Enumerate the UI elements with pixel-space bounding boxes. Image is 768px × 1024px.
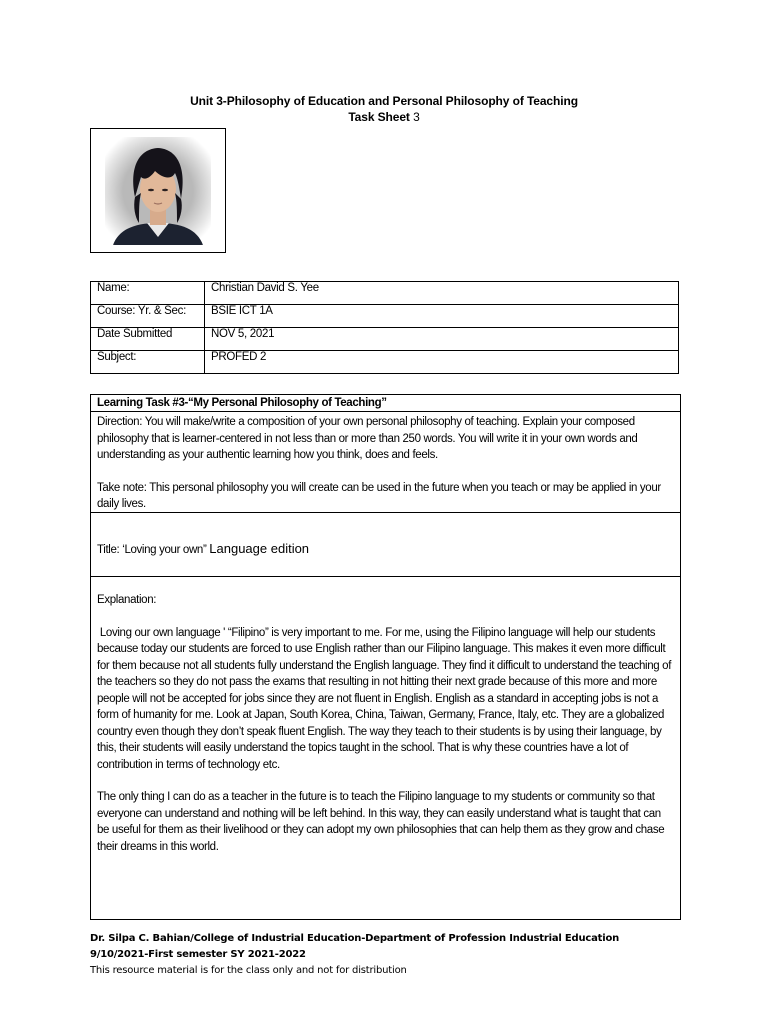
footer-semester: 9/10/2021-First semester SY 2021-2022 — [90, 949, 306, 960]
learning-task-box — [90, 394, 681, 920]
student-info-table — [90, 281, 679, 374]
composition-title: Title: ‘Loving your own” — [97, 544, 207, 556]
direction-text: Direction: You will make/write a composition of your own personal philosophy of teaching. Explain your composed philosophy that is learner-centered in not less than or more than 250 words. You will write it in your own words and understanding as your authentic learning how you think, does and feels. — [97, 416, 638, 461]
direction-section — [91, 412, 680, 513]
explanation-section — [91, 577, 680, 855]
composition-title-section — [91, 513, 680, 577]
explanation-label: Explanation: — [97, 594, 157, 606]
course-value: BSIE ICT 1A — [205, 305, 679, 328]
course-label: Course: Yr. & Sec: — [91, 305, 205, 328]
table-row — [91, 328, 679, 351]
student-photo — [105, 137, 211, 245]
explanation-paragraph-2: The only thing I can do as a teacher in the future is to teach the Filipino language to my students or community so that everyone can understand and nothing will be left behind. In this way, they can easily understand what is taught that can be useful for them as their livelihood or they can adopt my own philosophies that can help them as they grow and chase their dreams in this world. — [97, 791, 665, 853]
task-sheet-number: 3 — [413, 110, 420, 124]
student-photo-frame — [90, 128, 226, 253]
task-sheet-prefix: Task Sheet — [348, 110, 410, 124]
task-sheet-label — [0, 110, 768, 124]
name-value: Christian David S. Yee — [205, 282, 679, 305]
learning-task-heading: Learning Task #3-“My Personal Philosophy of Teaching” — [91, 395, 680, 412]
subject-label: Subject: — [91, 351, 205, 374]
footer-author: Dr. Silpa C. Bahian/College of Industrial Education-Department of Profession Industrial Education — [90, 933, 620, 944]
table-row — [91, 282, 679, 305]
take-note-text: Take note: This personal philosophy you will create can be used in the future when you teach or may be applied in your daily lives. — [97, 481, 661, 510]
table-row — [91, 305, 679, 328]
date-submitted-label: Date Submitted — [91, 328, 205, 351]
name-label: Name: — [91, 282, 205, 305]
date-submitted-value: NOV 5, 2021 — [205, 328, 679, 351]
document-footer — [90, 931, 730, 979]
footer-notice: This resource material is for the class only and not for distribution — [90, 965, 407, 976]
student-portrait-image — [105, 137, 211, 245]
composition-title-edition: Language edition — [209, 541, 310, 556]
document-title: Unit 3-Philosophy of Education and Personal Philosophy of Teaching — [190, 94, 578, 108]
table-row — [91, 351, 679, 374]
subject-value: PROFED 2 — [205, 351, 679, 374]
explanation-paragraph-1 — [97, 625, 674, 774]
paragraph-1-text: Loving our own language ' “Filipino” is very important to me. For me, using the Filipino language will help our students because today our students are forced to use English rather than our Filipino language. This makes it even more difficult for them because not all students fully understand the English language. They find it difficult to understand the teaching of the teachers so they do not pass the exams that resulting in not hitting their next grade because of this more and more people will not be accepted for jobs since they are not fluent in English. English as a standard in accepting jobs is not a form of humanity for me. Look at Japan, South Korea, China, Taiwan, Germany, France, Italy, etc. They are a globalized country even though they don’t speak fluent English. The way they teach to their students is by using their language, by this, their students will easily understand the topics taught in the school. That is why these countries have a lot of contribution in terms of technology etc. — [97, 626, 672, 771]
